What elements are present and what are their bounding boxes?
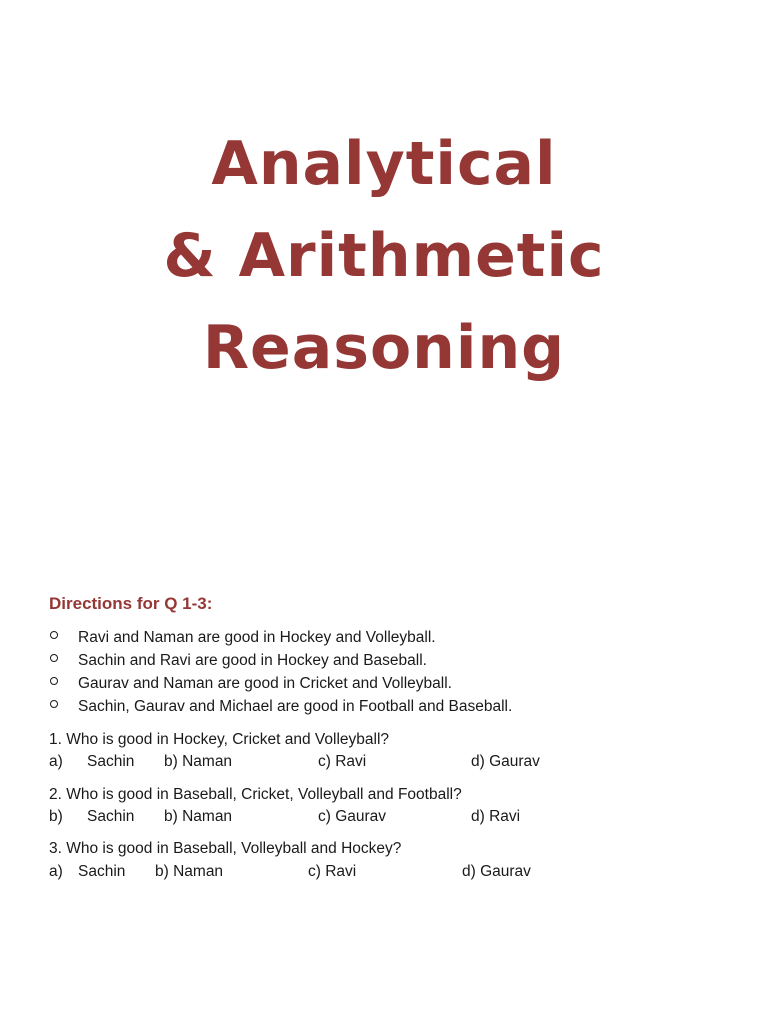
circle-bullet-icon [50, 654, 58, 662]
question-3-options [49, 860, 649, 883]
option-b: b) Naman [155, 863, 224, 880]
option-d: d) Ravi [471, 808, 521, 825]
option-marker: a) [49, 753, 63, 770]
option-c: c) Ravi [318, 753, 367, 770]
option-a: Sachin [78, 863, 126, 880]
option-b: b) Naman [164, 753, 233, 770]
directions-list [49, 626, 512, 718]
directions-heading: Directions for Q 1-3: [49, 594, 213, 613]
list-item-text: Sachin, Gaurav and Michael are good in Football and Baseball. [78, 698, 513, 715]
circle-bullet-icon [50, 631, 58, 639]
option-d: d) Gaurav [462, 863, 531, 880]
option-a: Sachin [87, 808, 135, 825]
list-item [49, 695, 512, 718]
title-line-3: Reasoning [202, 313, 566, 383]
list-item [49, 672, 512, 695]
option-c: c) Ravi [308, 863, 357, 880]
list-item-text: Ravi and Naman are good in Hockey and Volleyball. [78, 629, 436, 646]
title-line-1: Analytical [211, 129, 557, 199]
option-marker: a) [49, 863, 63, 880]
circle-bullet-icon [50, 700, 58, 708]
title-block [0, 118, 768, 394]
list-item [49, 649, 512, 672]
option-a: Sachin [87, 753, 135, 770]
option-c: c) Gaurav [318, 808, 387, 825]
title-line-2: & Arithmetic [163, 221, 605, 291]
question-1-options [49, 750, 649, 773]
question-2-text: 2. Who is good in Baseball, Cricket, Volleyball and Football? [49, 786, 462, 803]
option-b: b) Naman [164, 808, 233, 825]
option-d: d) Gaurav [471, 753, 540, 770]
circle-bullet-icon [50, 677, 58, 685]
question-1-text: 1. Who is good in Hockey, Cricket and Volleyball? [49, 731, 390, 748]
list-item [49, 626, 512, 649]
question-2-options [49, 805, 649, 828]
question-3-text: 3. Who is good in Baseball, Volleyball and Hockey? [49, 840, 402, 857]
option-marker: b) [49, 808, 63, 825]
list-item-text: Sachin and Ravi are good in Hockey and Baseball. [78, 652, 427, 669]
list-item-text: Gaurav and Naman are good in Cricket and Volleyball. [78, 675, 452, 692]
